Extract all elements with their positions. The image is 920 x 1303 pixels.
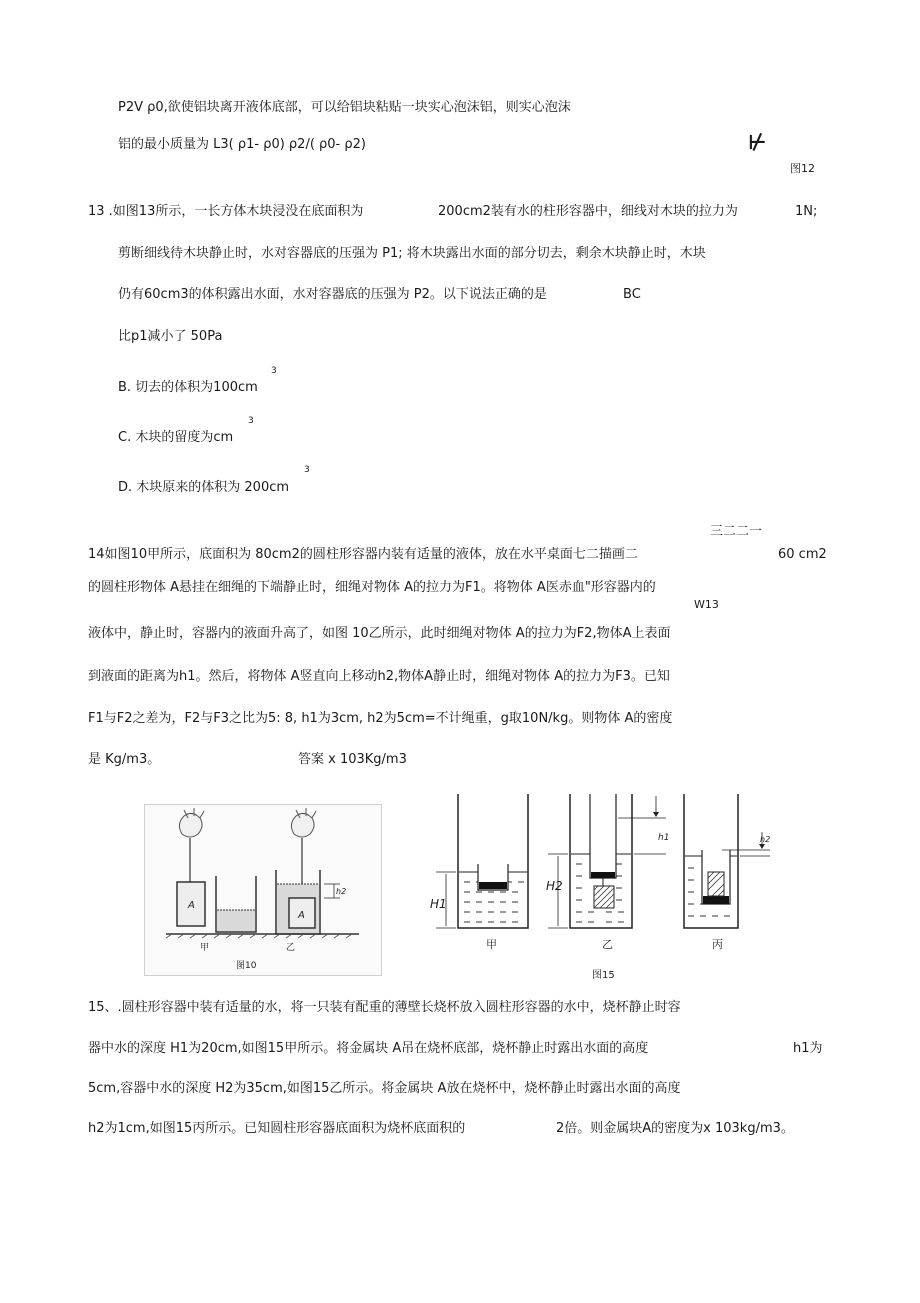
q14-noise-1: 三二二一 — [710, 524, 763, 539]
q13-sup-d: 3 — [304, 465, 310, 475]
q15-line2a: 器中水的深度 H1为20cm,如图15甲所示。将金属块 A吊在烧杯底部，烧杯静止时露出水面的高度 — [88, 1041, 649, 1056]
svg-text:丙: 丙 — [712, 938, 723, 951]
figure12-label: 图12 — [790, 162, 815, 175]
svg-text:乙: 乙 — [286, 943, 296, 953]
q15-line1: 15、.圆柱形容器中装有适量的水，将一只装有配重的薄壁长烧杯放入圆柱形容器的水中，烧杯静止时容 — [88, 1000, 681, 1015]
svg-text:h2: h2 — [336, 887, 347, 896]
q14-line2: 的圆柱形物体 A悬挂在细绳的下端静止时，细绳对物体 A的拉力为F1。将物体 A医赤血"形容器内的 — [88, 580, 656, 595]
svg-text:图10: 图10 — [236, 961, 257, 971]
svg-text:H2: H2 — [546, 879, 563, 893]
q13-sup-b: 3 — [271, 366, 277, 376]
figure-15 — [422, 792, 774, 984]
figure12-glyph-icon: ⊬ — [748, 130, 767, 154]
svg-text:甲: 甲 — [486, 938, 497, 951]
q13-line1c: 1N; — [795, 204, 818, 219]
q14-noise-2: W13 — [694, 598, 719, 611]
q13-line2: 剪断细线待木块静止时，水对容器底的压强为 P1; 将木块露出水面的部分切去，剩余木块静止时，木块 — [118, 246, 706, 261]
q12-line2: 铝的最小质量为 L3( ρ1- ρ0) ρ2/( ρ0- ρ2) — [118, 137, 366, 152]
svg-text:A: A — [188, 900, 195, 911]
q13-line1a: 13 .如图13所示，一长方体木块浸没在底面积为 — [88, 204, 364, 219]
q13-sup-c: 3 — [248, 416, 254, 426]
svg-text:图15: 图15 — [592, 970, 615, 981]
svg-text:乙: 乙 — [602, 938, 613, 951]
container-yi — [546, 794, 669, 951]
q13-answer: BC — [623, 287, 641, 302]
svg-text:A: A — [298, 910, 305, 921]
svg-text:H1: H1 — [430, 897, 447, 911]
q14-line1a: 14如图10甲所示，底面积为 80cm2的圆柱形容器内装有适量的液体，放在水平桌面七二描画二 — [88, 547, 638, 562]
q13-option-c: C. 木块的留度为cm — [118, 430, 234, 445]
q15-line4a: h2为1cm,如图15丙所示。已知圆柱形容器底面积为烧杯底面积的 — [88, 1121, 466, 1136]
svg-text:甲: 甲 — [200, 943, 210, 953]
container-jia — [430, 794, 528, 951]
q12-line1: P2V ρ0,欲使铝块离开液体底部，可以给铝块粘贴一块实心泡沫铝，则实心泡沫 — [118, 100, 571, 115]
container-bing — [684, 794, 770, 951]
q14-line6a: 是 Kg/m3。 — [88, 752, 161, 767]
q14-line5: F1与F2之差为，F2与F3之比为5: 8, h1为3cm, h2为5cm=不计绳重，g取10N/kg。则物体 A的密度 — [88, 711, 673, 726]
figure-10 — [144, 804, 382, 976]
q13-line3a: 仍有60cm3的体积露出水面，水对容器底的压强为 P2。以下说法正确的是 — [118, 287, 547, 302]
q15-line2b: h1为 — [793, 1041, 823, 1056]
q14-line3: 液体中，静止时，容器内的液面升高了，如图 10乙所示，此时细绳对物体 A的拉力为F2,物体A上表面 — [88, 626, 671, 641]
q15-line3: 5cm,容器中水的深度 H2为35cm,如图15乙所示。将金属块 A放在烧杯中，烧杯静止时露出水面的高度 — [88, 1081, 681, 1096]
q13-option-b: B. 切去的体积为100cm — [118, 380, 258, 395]
q13-option-a: 比p1减小了 50Pa — [118, 329, 223, 344]
svg-text:h2: h2 — [760, 835, 771, 844]
q13-line1b: 200cm2装有水的柱形容器中，细线对木块的拉力为 — [438, 204, 738, 219]
q14-line4: 到液面的距离为h1。然后，将物体 A竖直向上移动h2,物体A静止时，细绳对物体 A的拉力为F3。已知 — [88, 669, 670, 684]
q14-line6b: 答案 x 103Kg/m3 — [298, 752, 407, 767]
q13-option-d: D. 木块原来的体积为 200cm — [118, 480, 290, 495]
svg-text:h1: h1 — [658, 833, 670, 843]
q15-line4b: 2倍。则金属块A的密度为x 103kg/m3。 — [556, 1121, 794, 1136]
q14-line1b: 60 cm2 — [778, 547, 827, 562]
